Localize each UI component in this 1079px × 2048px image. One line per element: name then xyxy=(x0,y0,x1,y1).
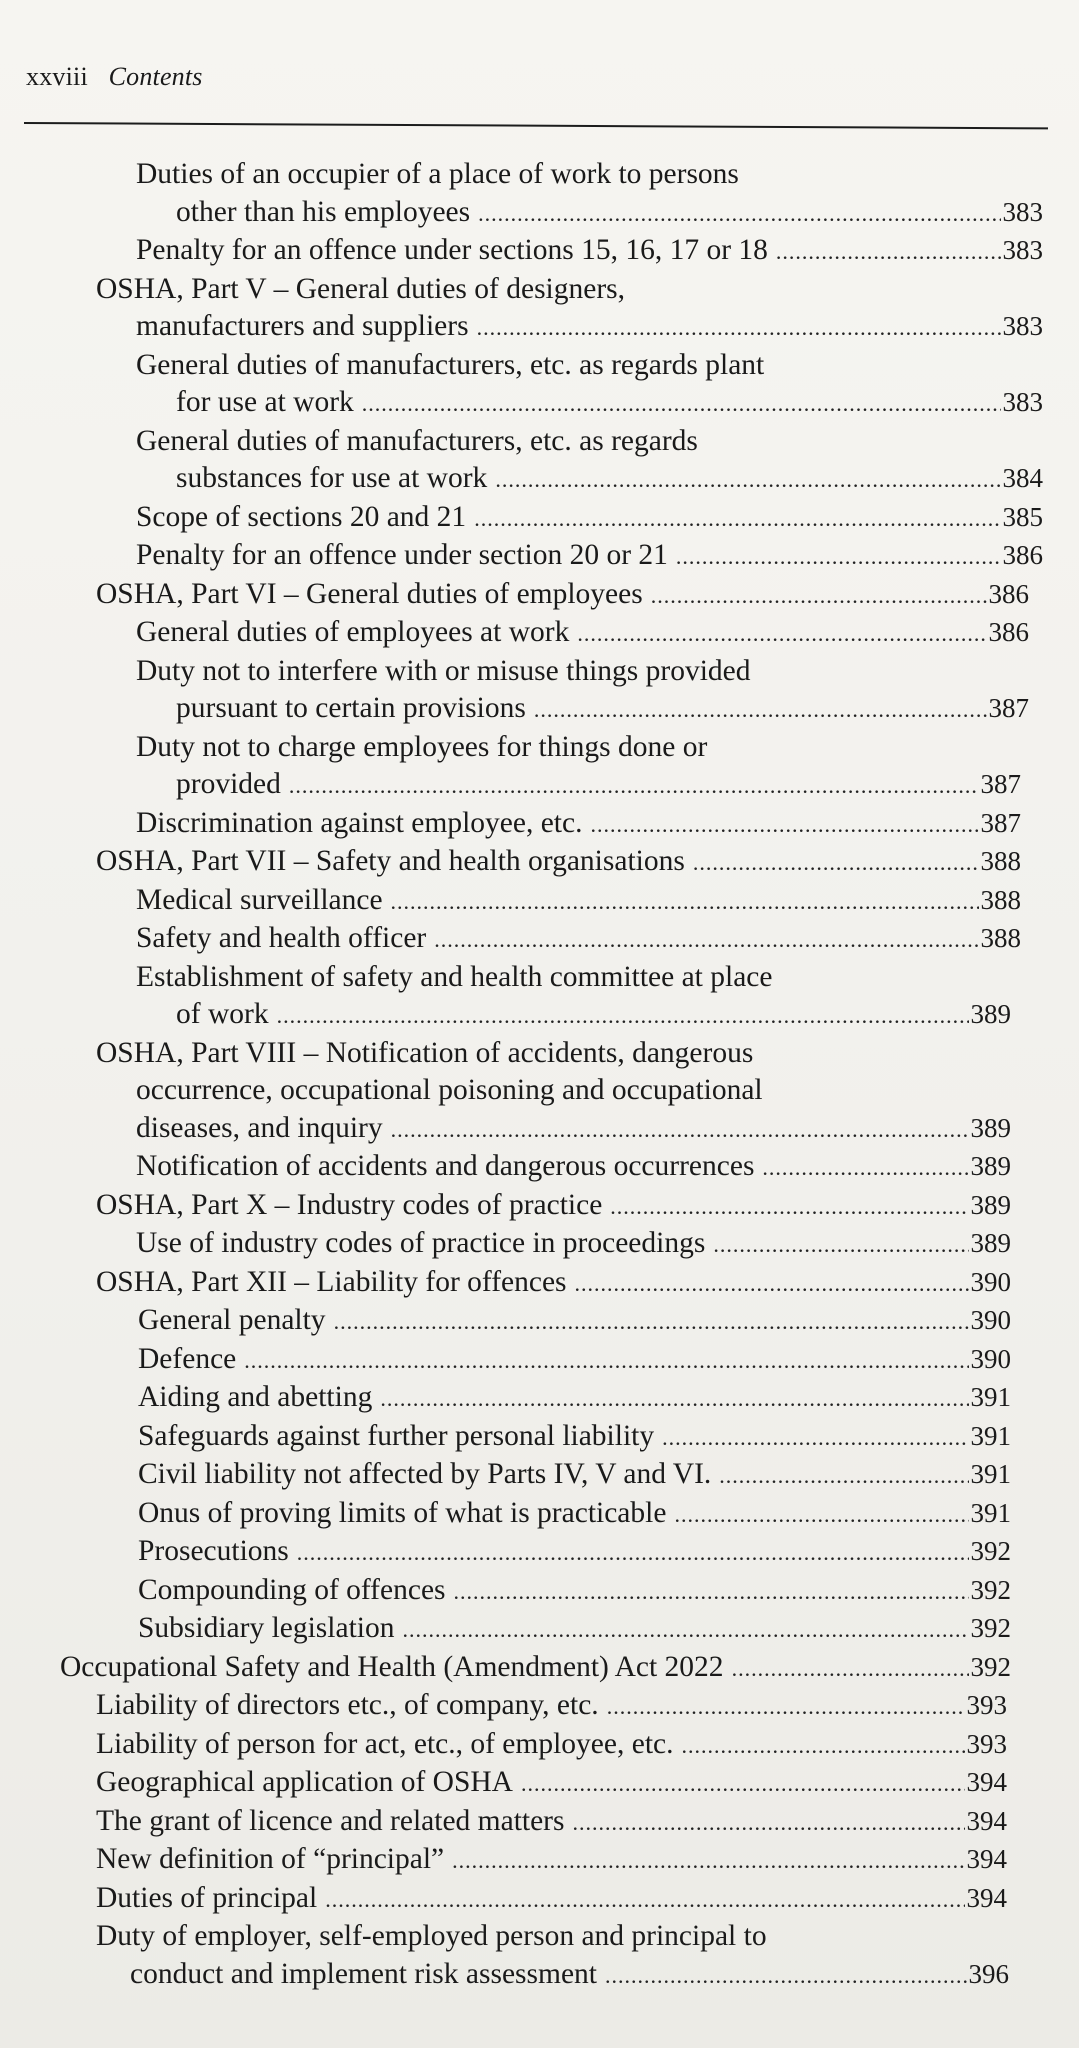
toc-page-number: 386 xyxy=(988,578,1029,609)
toc-page-number: 387 xyxy=(980,807,1021,838)
toc-entry xyxy=(0,1803,1079,1842)
dot-leader xyxy=(325,1881,964,1919)
toc-page-number: 388 xyxy=(980,923,1021,953)
toc-page-number: 391 xyxy=(970,1459,1011,1489)
toc-page-number: 386 xyxy=(1002,540,1043,570)
dot-leader xyxy=(534,691,987,729)
dot-leader xyxy=(521,1765,965,1803)
toc-page-number: 383 xyxy=(1002,311,1043,341)
dot-leader xyxy=(452,1842,964,1880)
toc-entry-title: Discrimination against employee, etc. xyxy=(136,806,583,839)
toc-entry-title-continued: diseases, and inquiry xyxy=(136,1111,383,1144)
dot-leader xyxy=(474,500,1000,538)
toc-entry-title: Aiding and abetting xyxy=(138,1381,373,1413)
toc-entry-title: Civil liability not affected by Parts IV, V and VI. xyxy=(138,1458,712,1490)
toc-entry-title: Defence xyxy=(138,1342,237,1375)
dot-leader xyxy=(289,767,979,805)
toc-page-number: 391 xyxy=(970,1497,1011,1528)
toc-entry xyxy=(0,347,1079,423)
toc-entry-title: The grant of licence and related matters xyxy=(96,1804,565,1837)
toc-page-number: 389 xyxy=(970,1228,1011,1258)
dot-leader xyxy=(674,1496,968,1534)
toc-page-number: 390 xyxy=(970,1343,1011,1374)
toc-entry-title-continued: manufacturers and suppliers xyxy=(136,310,469,342)
dot-leader xyxy=(477,309,1001,347)
toc-entry-title: Prosecutions xyxy=(138,1535,289,1567)
dot-leader xyxy=(605,1957,967,1995)
toc-entry xyxy=(0,1572,1079,1611)
toc-page-number: 390 xyxy=(970,1266,1011,1297)
toc-page-number: 384 xyxy=(1002,463,1043,493)
toc-entry-title: General duties of manufacturers, etc. as regards plant xyxy=(136,348,765,381)
dot-leader xyxy=(762,1149,968,1187)
toc-entry xyxy=(0,959,1079,1035)
running-head xyxy=(26,62,203,92)
toc-entry xyxy=(0,423,1079,499)
toc-entry xyxy=(0,1187,1079,1226)
dot-leader xyxy=(590,806,978,844)
dot-leader xyxy=(776,233,1001,271)
dot-leader xyxy=(244,1342,968,1380)
toc-entry-title: Compounding of offences xyxy=(138,1573,446,1606)
toc-page-number: 385 xyxy=(1002,501,1043,532)
toc-entry-title-continued: provided xyxy=(176,768,281,800)
toc-entry xyxy=(0,805,1079,844)
toc-entry-title: OSHA, Part VII – Safety and health organisations xyxy=(96,845,685,877)
toc-entry xyxy=(0,1841,1079,1880)
toc-entry xyxy=(0,920,1079,959)
toc-entry xyxy=(0,653,1079,729)
toc-entry-title: Medical surveillance xyxy=(136,883,383,916)
toc-page-number: 388 xyxy=(980,884,1021,915)
toc-page-number: 392 xyxy=(970,1651,1011,1682)
toc-entry-title-continued: substances for use at work xyxy=(176,462,488,494)
toc-entry xyxy=(0,271,1079,347)
toc-page-number: 394 xyxy=(966,1767,1007,1797)
toc-entry-title-continued: conduct and implement risk assessment xyxy=(130,1957,597,1990)
toc-entry xyxy=(0,614,1079,653)
toc-entry xyxy=(0,1418,1079,1457)
dot-leader xyxy=(719,1457,968,1495)
table-of-contents xyxy=(0,156,1079,1994)
toc-page-number: 393 xyxy=(966,1728,1007,1759)
toc-entry-title: General penalty xyxy=(138,1304,326,1336)
dot-leader xyxy=(391,1111,969,1149)
toc-entry xyxy=(0,1880,1079,1919)
toc-page-number: 389 xyxy=(970,1112,1011,1143)
toc-page-number: 389 xyxy=(970,1151,1011,1181)
toc-page-number: 394 xyxy=(966,1844,1007,1874)
toc-entry-title: Establishment of safety and health committee at place xyxy=(136,960,773,993)
dot-leader xyxy=(651,577,987,615)
toc-page-number: 392 xyxy=(970,1574,1011,1605)
header-rule xyxy=(24,122,1048,129)
toc-entry xyxy=(0,843,1079,882)
page-folio: xxviii xyxy=(26,62,88,91)
dot-leader xyxy=(478,195,1000,233)
toc-entry-title: General duties of manufacturers, etc. as regards xyxy=(136,424,698,457)
toc-entry-title: Penalty for an offence under section 20 or 21 xyxy=(136,539,668,571)
dot-leader xyxy=(362,385,1001,423)
toc-page-number: 391 xyxy=(970,1420,1011,1451)
dot-leader xyxy=(573,1804,965,1842)
toc-page-number: 383 xyxy=(1002,196,1043,227)
toc-entry-title: Duty of employer, self-employed person and principal to xyxy=(96,1920,767,1952)
toc-entry xyxy=(0,1456,1079,1495)
toc-entry-title-continued: pursuant to certain provisions xyxy=(176,692,526,724)
dot-leader xyxy=(575,1265,969,1303)
toc-entry xyxy=(0,882,1079,921)
dot-leader xyxy=(434,921,978,959)
toc-entry-title: Scope of sections 20 and 21 xyxy=(136,500,467,533)
toc-entry-title: OSHA, Part V – General duties of designers, xyxy=(96,272,626,305)
toc-page-number: 389 xyxy=(970,1189,1011,1220)
toc-entry-title: Liability of directors etc., of company, etc. xyxy=(96,1689,599,1721)
dot-leader xyxy=(693,844,979,882)
toc-page-number: 390 xyxy=(970,1305,1011,1335)
toc-page-number: 394 xyxy=(966,1882,1007,1913)
toc-entry-title: Duty not to charge employees for things done or xyxy=(136,730,708,763)
dot-leader xyxy=(391,883,979,921)
dot-leader xyxy=(297,1534,969,1572)
toc-entry xyxy=(0,156,1079,232)
toc-entry-title: Penalty for an offence under sections 15, 16, 17 or 18 xyxy=(136,234,768,266)
toc-entry-title: Safeguards against further personal liability xyxy=(138,1419,655,1452)
toc-entry-title: OSHA, Part VI – General duties of employees xyxy=(96,577,643,610)
toc-entry-title: Duty not to interfere with or misuse things provided xyxy=(136,654,751,687)
toc-entry xyxy=(0,729,1079,805)
toc-entry-title-continued: other than his employees xyxy=(176,195,471,228)
toc-entry xyxy=(0,576,1079,615)
dot-leader xyxy=(495,461,1000,499)
toc-page-number: 396 xyxy=(968,1958,1009,1989)
dot-leader xyxy=(681,1727,964,1765)
dot-leader xyxy=(277,997,969,1035)
toc-entry-title: OSHA, Part X – Industry codes of practice xyxy=(96,1188,603,1221)
toc-entry xyxy=(0,1035,1079,1149)
toc-entry xyxy=(0,1533,1079,1572)
toc-entry-title: Liability of person for act, etc., of employee, etc. xyxy=(96,1727,674,1760)
toc-entry-title: Safety and health officer xyxy=(136,922,427,954)
dot-leader xyxy=(380,1380,968,1418)
toc-page-number: 391 xyxy=(970,1382,1011,1412)
toc-entry xyxy=(0,1341,1079,1380)
dot-leader xyxy=(402,1611,968,1649)
toc-page-number: 387 xyxy=(980,769,1021,799)
toc-entry-title-continued: for use at work xyxy=(176,386,354,418)
toc-page-number: 386 xyxy=(988,617,1029,647)
toc-entry xyxy=(0,1649,1079,1688)
toc-entry-title: OSHA, Part VIII – Notification of accidents, dangerous xyxy=(96,1036,754,1069)
toc-entry-title: New definition of “principal” xyxy=(96,1843,445,1875)
dot-leader xyxy=(732,1650,969,1688)
toc-entry xyxy=(0,1495,1079,1534)
dot-leader xyxy=(577,615,986,653)
toc-page-number: 389 xyxy=(970,999,1011,1029)
toc-entry-title: Occupational Safety and Health (Amendment) Act 2022 xyxy=(60,1650,724,1683)
toc-entry xyxy=(0,1764,1079,1803)
toc-page-number: 383 xyxy=(1002,235,1043,265)
dot-leader xyxy=(334,1303,969,1341)
toc-page-number: 392 xyxy=(970,1613,1011,1643)
toc-entry xyxy=(0,1687,1079,1726)
running-head-title: Contents xyxy=(108,62,203,91)
toc-entry-title: Notification of accidents and dangerous occurrences xyxy=(136,1150,755,1182)
toc-entry-title: Duties of an occupier of a place of work to persons xyxy=(136,158,739,190)
toc-entry-title-continued: of work xyxy=(176,998,269,1030)
toc-page-number: 392 xyxy=(970,1536,1011,1566)
toc-page-number: 394 xyxy=(966,1805,1007,1836)
toc-entry-title: Geographical application of OSHA xyxy=(96,1766,513,1798)
toc-entry xyxy=(0,1610,1079,1649)
toc-entry xyxy=(0,1148,1079,1187)
toc-entry xyxy=(0,1918,1079,1994)
toc-entry xyxy=(0,537,1079,576)
toc-page-number: 383 xyxy=(1002,387,1043,417)
dot-leader xyxy=(662,1419,968,1457)
toc-entry xyxy=(0,1225,1079,1264)
toc-page-number: 388 xyxy=(980,846,1021,876)
toc-entry xyxy=(0,232,1079,271)
dot-leader xyxy=(454,1573,969,1611)
dot-leader xyxy=(607,1688,965,1726)
dot-leader xyxy=(610,1188,968,1226)
toc-entry-title-continued: occurrence, occupational poisoning and occupational xyxy=(136,1074,763,1106)
toc-entry-title: Use of industry codes of practice in proceedings xyxy=(136,1227,706,1259)
toc-entry xyxy=(0,499,1079,538)
toc-entry xyxy=(0,1726,1079,1765)
toc-entry-title: Onus of proving limits of what is practicable xyxy=(138,1496,667,1529)
dot-leader xyxy=(713,1226,968,1264)
toc-entry xyxy=(0,1379,1079,1418)
toc-entry-title: Duties of principal xyxy=(96,1881,318,1914)
toc-entry-title: Subsidiary legislation xyxy=(138,1612,395,1644)
toc-entry xyxy=(0,1264,1079,1303)
toc-entry-title: OSHA, Part XII – Liability for offences xyxy=(96,1265,567,1298)
toc-entry xyxy=(0,1302,1079,1341)
toc-entry-title: General duties of employees at work xyxy=(136,616,570,648)
dot-leader xyxy=(676,538,1001,576)
toc-page-number: 387 xyxy=(988,693,1029,723)
toc-page-number: 393 xyxy=(966,1690,1007,1720)
